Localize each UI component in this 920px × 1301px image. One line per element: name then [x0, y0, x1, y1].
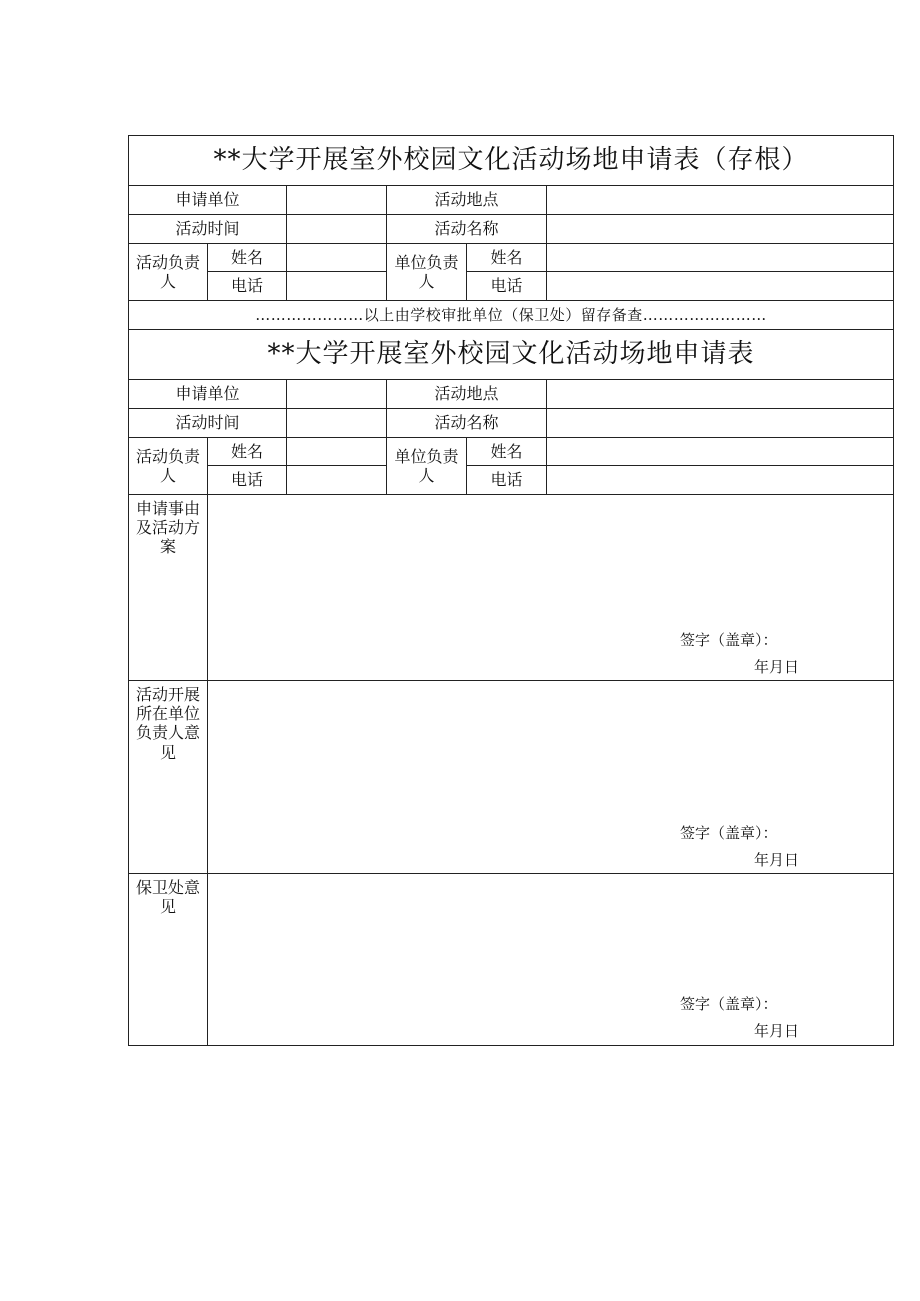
stub-title: **大学开展室外校园文化活动场地申请表（存根）: [129, 136, 894, 186]
stub-unit-leader-name-label: 姓名: [467, 244, 547, 272]
unit-leader-name-field[interactable]: [547, 438, 894, 466]
application-form-sheet: [128, 135, 893, 1046]
activity-time-label: 活动时间: [129, 409, 287, 438]
security-signature-label: 签字（盖章）：: [680, 995, 778, 1013]
activity-leader-name-field[interactable]: [287, 438, 387, 466]
reason-signature-label: 签字（盖章）：: [680, 631, 778, 649]
activity-name-label: 活动名称: [387, 409, 547, 438]
stub-applicant-unit-field[interactable]: [287, 186, 387, 215]
stub-activity-time-label: 活动时间: [129, 215, 287, 244]
reason-field[interactable]: [208, 495, 894, 681]
stub-activity-leader-name-field[interactable]: [287, 244, 387, 272]
activity-name-field[interactable]: [547, 409, 894, 438]
activity-location-field[interactable]: [547, 380, 894, 409]
activity-leader-phone-label: 电话: [208, 466, 287, 495]
stub-activity-location-field[interactable]: [547, 186, 894, 215]
unit-leader-name-label: 姓名: [467, 438, 547, 466]
security-opinion-label: 保卫处意见: [129, 874, 208, 1046]
stub-activity-name-field[interactable]: [547, 215, 894, 244]
stub-applicant-unit-label: 申请单位: [129, 186, 287, 215]
stub-activity-leader-phone-field[interactable]: [287, 272, 387, 301]
stub-activity-location-label: 活动地点: [387, 186, 547, 215]
stub-activity-leader-label: 活动负责人: [129, 244, 208, 301]
unit-leader-phone-label: 电话: [467, 466, 547, 495]
stub-unit-leader-label: 单位负责人: [387, 244, 467, 301]
stub-activity-leader-phone-label: 电话: [208, 272, 287, 301]
unit-opinion-date-label: 年月日: [754, 851, 800, 869]
security-date-label: 年月日: [754, 1022, 800, 1040]
activity-leader-label: 活动负责人: [129, 438, 208, 495]
unit-leader-label: 单位负责人: [387, 438, 467, 495]
reason-date-label: 年月日: [754, 658, 800, 676]
unit-leader-phone-field[interactable]: [547, 466, 894, 495]
unit-opinion-label: 活动开展所在单位负责人意见: [129, 681, 208, 874]
security-opinion-field[interactable]: [208, 874, 894, 1046]
form-title: **大学开展室外校园文化活动场地申请表: [129, 330, 894, 380]
application-table: [128, 135, 894, 1046]
stub-unit-leader-phone-field[interactable]: [547, 272, 894, 301]
stub-activity-time-field[interactable]: [287, 215, 387, 244]
activity-location-label: 活动地点: [387, 380, 547, 409]
stub-unit-leader-name-field[interactable]: [547, 244, 894, 272]
activity-leader-name-label: 姓名: [208, 438, 287, 466]
unit-opinion-field[interactable]: [208, 681, 894, 874]
stub-activity-leader-name-label: 姓名: [208, 244, 287, 272]
applicant-unit-label: 申请单位: [129, 380, 287, 409]
cut-line-notice: …………………以上由学校审批单位（保卫处）留存备查……………………: [129, 301, 894, 330]
reason-label: 申请事由及活动方案: [129, 495, 208, 681]
stub-unit-leader-phone-label: 电话: [467, 272, 547, 301]
activity-leader-phone-field[interactable]: [287, 466, 387, 495]
applicant-unit-field[interactable]: [287, 380, 387, 409]
stub-activity-name-label: 活动名称: [387, 215, 547, 244]
activity-time-field[interactable]: [287, 409, 387, 438]
unit-opinion-signature-label: 签字（盖章）：: [680, 824, 778, 842]
